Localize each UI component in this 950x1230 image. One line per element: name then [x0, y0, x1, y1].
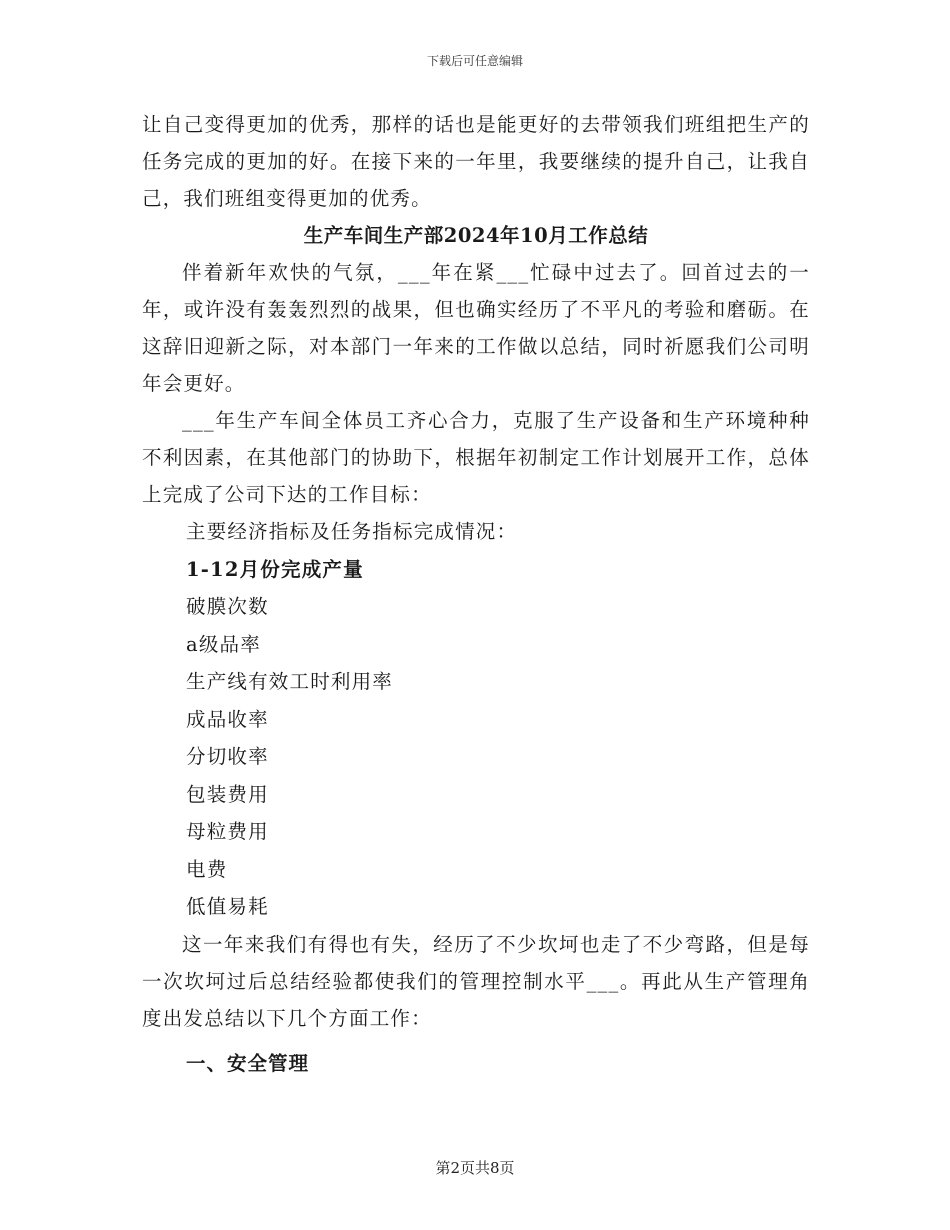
- document-title: 生产车间生产部2024年10月工作总结: [303, 224, 649, 247]
- paragraph-1: 伴着新年欢快的气氛，___年在紧___忙碌中过去了。回首过去的一年，或许没有轰轰烈烈的战果，但也确实经历了不平凡的考验和磨砺。在这辞旧迎新之际，对本部门一年来的工作做以总结，同时祈愿我们公司明年会更好。: [142, 261, 810, 395]
- list-item: 成品收率: [186, 707, 269, 731]
- page-footer: 第2页共8页: [435, 1159, 515, 1177]
- list-item: a级品率: [186, 632, 261, 656]
- paragraph-4: 这一年来我们有得也有失，经历了不少坎坷也走了不少弯路，但是每一次坎坷过后总结经验都使我们的管理控制水平___。再此从生产管理角度出发总结以下几个方面工作：: [142, 932, 810, 1030]
- section-heading-safety: 一、安全管理: [186, 1051, 310, 1075]
- list-item: 包装费用: [186, 782, 269, 806]
- indicator-list: [142, 588, 810, 926]
- paragraph-3: 主要经济指标及任务指标完成情况：: [186, 520, 518, 543]
- list-item: 分切收率: [186, 745, 269, 768]
- header-note: 下载后可任意编辑: [426, 54, 523, 68]
- list-item: 低值易耗: [186, 895, 269, 918]
- intro-paragraph: 让自己变得更加的优秀，那样的话也是能更好的去带领我们班组把生产的任务完成的更加的好。在接下来的一年里，我要继续的提升自己，让我自己，我们班组变得更加的优秀。: [142, 113, 810, 210]
- list-item: 电费: [186, 857, 228, 881]
- list-item: 母粒费用: [186, 820, 269, 843]
- subheading-output: 1-12月份完成产量: [186, 557, 364, 581]
- list-item: 破膜次数: [186, 595, 269, 618]
- paragraph-2: ___年生产车间全体员工齐心合力，克服了生产设备和生产环境种种不利因素，在其他部门的协助下，根据年初制定工作计划展开工作，总体上完成了公司下达的工作目标：: [142, 409, 810, 506]
- list-item: 生产线有效工时利用率: [186, 670, 394, 693]
- document-body: [142, 106, 810, 1082]
